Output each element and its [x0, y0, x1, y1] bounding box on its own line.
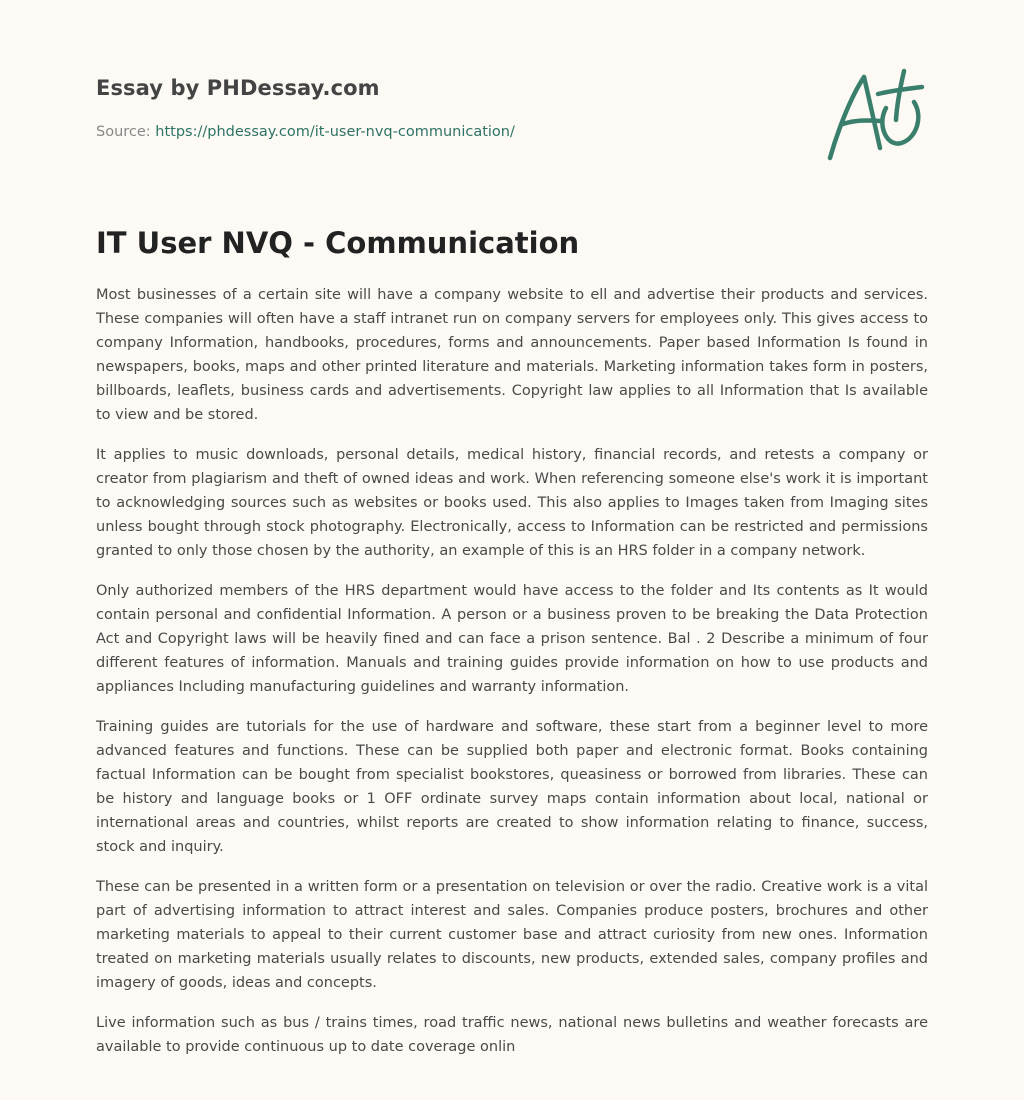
- source-line: [96, 124, 515, 140]
- site-brand: Essay by PHDessay.com: [96, 76, 380, 100]
- essay-paragraph: Most businesses of a certain site will have a company website to ell and advertise their products and services. These companies will often have a staff intranet run on company servers for employees only. This gives access to company Information, handbooks, procedures, forms and announcements. Paper based Information Is found in newspapers, books, maps and other printed literature and materials. Marketing information takes form in posters, billboards, leaflets, business cards and advertisements. Copyright law applies to all Information that Is available to view and be stored.: [96, 287, 928, 423]
- source-label: Source:: [96, 124, 156, 140]
- essay-paragraph: Only authorized members of the HRS department would have access to the folder and Its contents as It would contain personal and confidential Information. A person or a business proven to be breaking the Data Protection Act and Copyright laws will be heavily fined and can face a prison sentence. Bal . 2 Describe a minimum of four different features of information. Manuals and training guides provide information on how to use products and appliances Including manufacturing guidelines and warranty information.: [96, 583, 928, 695]
- essay-paragraph: It applies to music downloads, personal details, medical history, financial records, and retests a company or creator from plagiarism and theft of owned ideas and work. When referencing someone else's work it is important to acknowledging sources such as websites or books used. This also applies to Images taken from Imaging sites unless bought through stock photography. Electronically, access to Information can be restricted and permissions granted to only those chosen by the authority, an example of this is an HRS folder in a company network.: [96, 447, 928, 559]
- a-plus-grade-icon: [822, 68, 928, 166]
- essay-paragraph: Training guides are tutorials for the use of hardware and software, these start from a beginner level to more advanced features and functions. These can be supplied both paper and electronic format. Books containing factual Information can be bought from specialist bookstores, queasiness or borrowed from libraries. These can be history and language books or 1 OFF ordinate survey maps contain information about local, national or international areas and countries, whilst reports are created to show information relating to finance, success, stock and inquiry.: [96, 719, 928, 855]
- essay-paragraph: These can be presented in a written form or a presentation on television or over the radio. Creative work is a vital part of advertising information to attract interest and sales. Companies produce posters, brochures and other marketing materials to appeal to their current customer base and attract curiosity from new ones. Information treated on marketing materials usually relates to discounts, new products, extended sales, company profiles and imagery of goods, ideas and concepts.: [96, 879, 928, 991]
- essay-paragraph: Live information such as bus / trains times, road traffic news, national news bulletins and weather forecasts are available to provide continuous up to date coverage onlin: [96, 1015, 928, 1055]
- essay-title: IT User NVQ - Communication: [96, 226, 580, 260]
- essay-body: [96, 283, 928, 1075]
- source-link[interactable]: https://phdessay.com/it-user-nvq-communication/: [155, 124, 515, 140]
